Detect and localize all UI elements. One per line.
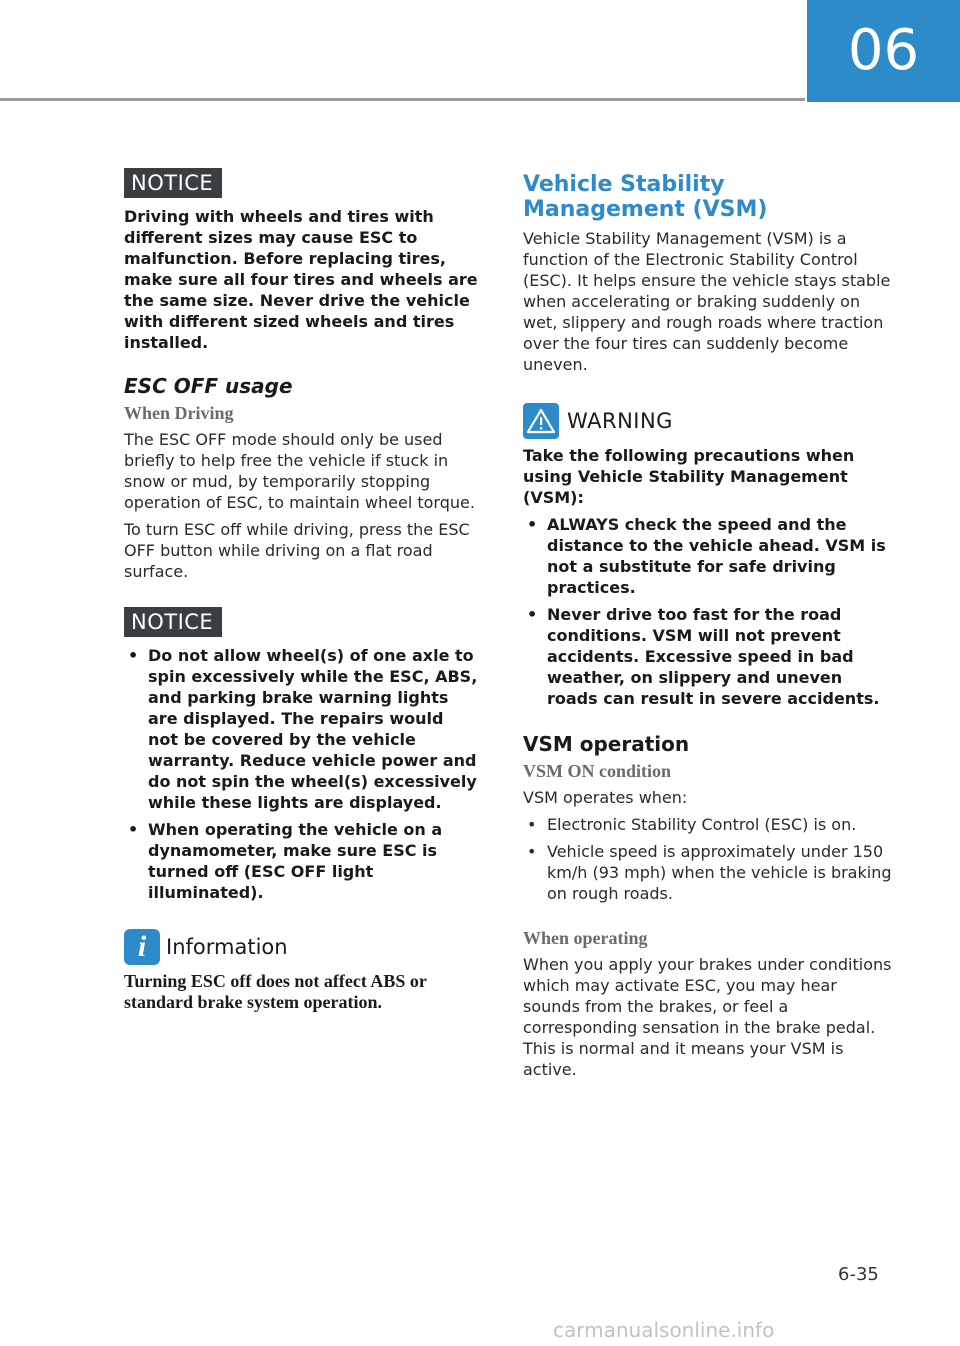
information-header bbox=[124, 929, 479, 965]
list-item: • ALWAYS check the speed and the distance to the vehicle ahead. VSM is not a substitute for safe driving practices. bbox=[523, 514, 893, 598]
vsm-condition-list bbox=[523, 814, 893, 904]
esc-off-paragraph-2: To turn ESC off while driving, press the ESC OFF button while driving on a flat road surface. bbox=[124, 520, 470, 581]
info-icon: i bbox=[124, 929, 160, 965]
warning-intro: Take the following precautions when using Vehicle Stability Management (VSM): bbox=[523, 446, 855, 507]
when-driving-subtitle: When Driving bbox=[124, 403, 234, 423]
vsm-title: Vehicle Stability Management (VSM) bbox=[523, 172, 768, 222]
information-text: Turning ESC off does not affect ABS or standard brake system operation. bbox=[124, 971, 427, 1012]
information-title: Information bbox=[166, 935, 288, 959]
vsm-operates-intro: VSM operates when: bbox=[523, 788, 688, 807]
notice-badge: NOTICE bbox=[124, 168, 222, 198]
list-item: • Never drive too fast for the road conditions. VSM will not prevent accidents. Excessive speed in bad weather, on slippery and uneven roads can result in severe accidents. bbox=[523, 604, 893, 709]
left-column bbox=[124, 168, 479, 1013]
list-item: • When operating the vehicle on a dynamometer, make sure ESC is turned off (ESC OFF light illuminated). bbox=[124, 819, 479, 903]
header-rule bbox=[0, 98, 805, 101]
vsm-operation-title: VSM operation bbox=[523, 732, 690, 756]
warning-list bbox=[523, 514, 893, 709]
notice-text: Driving with wheels and tires with different sizes may cause ESC to malfunction. Before replacing tires, make sure all four tires and wheels are the same size. Never drive the vehicle with different sized wheels and tires installed. bbox=[124, 207, 478, 352]
warning-header bbox=[523, 403, 893, 439]
notice-badge-2: NOTICE bbox=[124, 607, 222, 637]
watermark: carmanualsonline.info bbox=[553, 1318, 775, 1342]
list-item: • Do not allow wheel(s) of one axle to spin excessively while the ESC, ABS, and parking brake warning lights are displayed. The repairs would not be covered by the vehicle warranty. Reduce vehicle power and do not spin the wheel(s) excessively while these lights are displayed. bbox=[124, 645, 479, 813]
vsm-on-condition-subtitle: VSM ON condition bbox=[523, 761, 672, 781]
warning-icon bbox=[523, 403, 559, 439]
page-number: 6-35 bbox=[838, 1264, 879, 1285]
esc-off-paragraph: The ESC OFF mode should only be used briefly to help free the vehicle if stuck in snow or mud, by temporarily stopping operation of ESC, to maintain wheel torque. bbox=[124, 430, 475, 512]
when-operating-paragraph: When you apply your brakes under conditions which may activate ESC, you may hear sounds from the brakes, or feel a corresponding sensation in the brake pedal. This is normal and it means your VSM is active. bbox=[523, 955, 892, 1079]
chapter-tab bbox=[807, 0, 960, 102]
when-operating-subtitle: When operating bbox=[523, 928, 648, 948]
warning-title: WARNING bbox=[567, 409, 673, 433]
notice-list bbox=[124, 645, 479, 903]
chapter-number: 06 bbox=[847, 18, 920, 83]
vsm-paragraph: Vehicle Stability Management (VSM) is a function of the Electronic Stability Control (ESC). It helps ensure the vehicle stays stable when accelerating or braking suddenly on wet, slippery and rough roads where traction over the four tires can suddenly become uneven. bbox=[523, 229, 891, 374]
list-item: • Vehicle speed is approximately under 150 km/h (93 mph) when the vehicle is braking on rough roads. bbox=[523, 841, 893, 904]
right-column bbox=[523, 172, 893, 1080]
list-item: • Electronic Stability Control (ESC) is on. bbox=[523, 814, 893, 835]
esc-off-title: ESC OFF usage bbox=[124, 374, 293, 398]
